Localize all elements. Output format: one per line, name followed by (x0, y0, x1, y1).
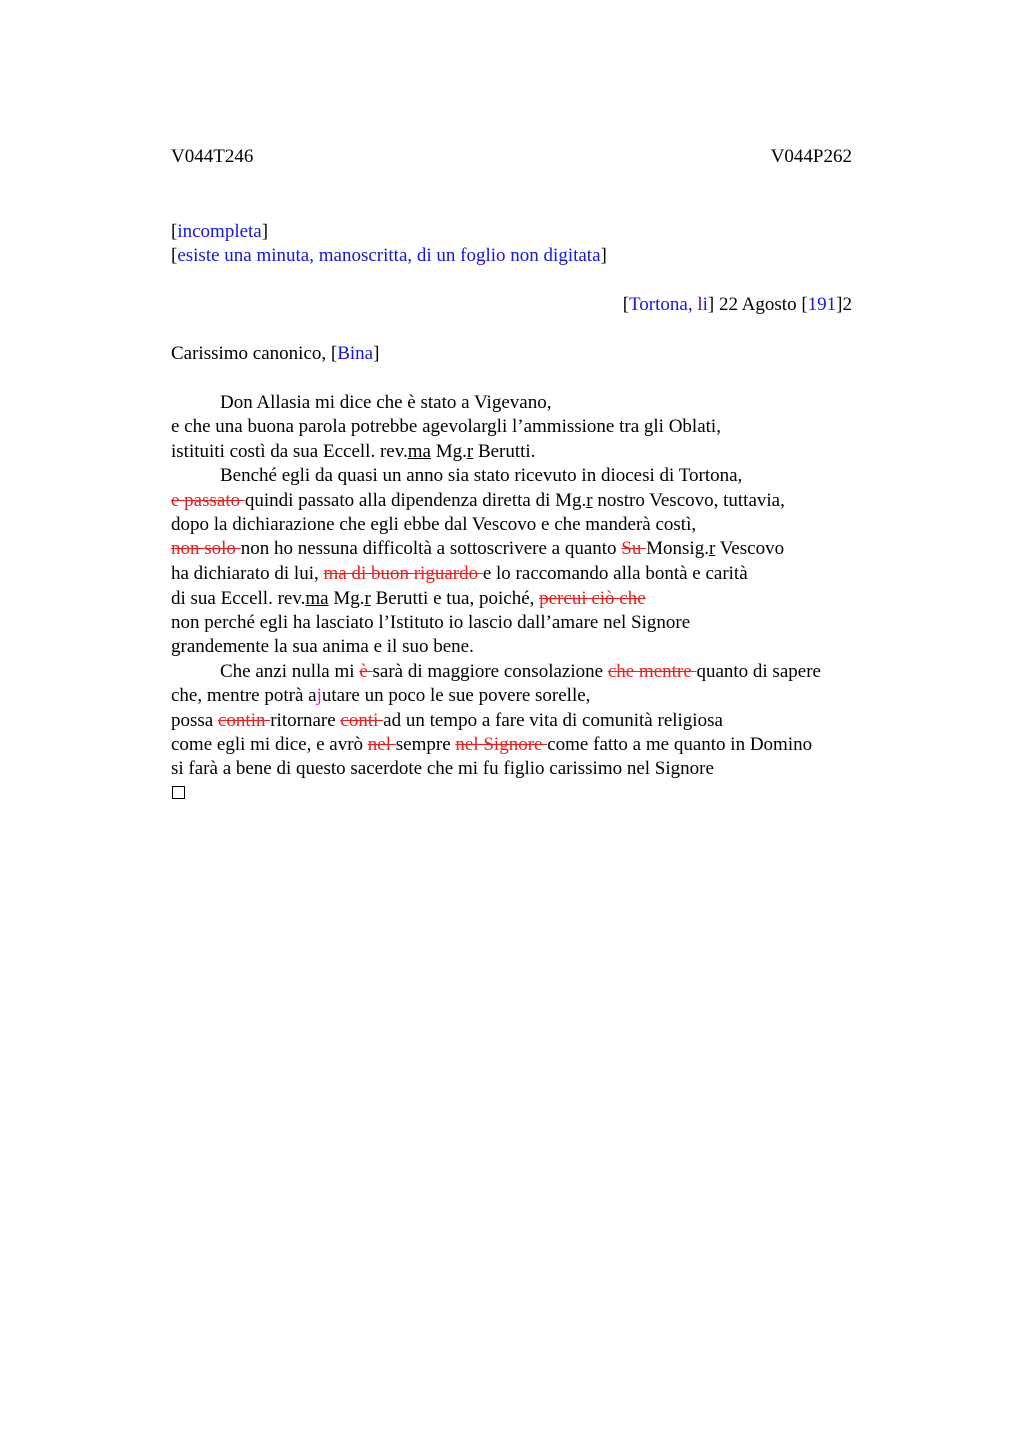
body-line (171, 733, 812, 757)
deleted-text: che mentre (607, 661, 697, 682)
text-segment: ha dichiarato di lui, (171, 563, 324, 584)
text-segment: ad un tempo a fare vita di comunità religiosa (383, 710, 723, 731)
body-line (171, 489, 785, 513)
text-segment: e lo raccomando alla bontà e carità (482, 563, 748, 584)
end-marker-square-icon (172, 786, 185, 799)
text-segment: utare un poco le sue povere sorelle, (321, 685, 591, 706)
dateline-year-end: 2 (842, 294, 852, 315)
text-segment: possa (171, 710, 218, 731)
text-segment: Berutti e tua, poiché, (370, 588, 540, 609)
body-line (171, 587, 646, 611)
body-line (171, 440, 535, 464)
body-line: e che una buona parola potrebbe agevolargli l’ammissione tra gli Oblati, (171, 416, 721, 437)
dateline-place: Tortona, li (629, 294, 708, 315)
text-segment: di sua Eccell. rev. (171, 588, 306, 609)
superscript-abbrev: r (708, 538, 716, 559)
text-segment: come fatto a me quanto in Domino (547, 734, 813, 755)
note-draft-text: esiste una minuta, manoscritta, di un foglio non digitata (177, 245, 601, 266)
text-segment: Monsig. (646, 538, 709, 559)
text-segment: sarà di maggiore consolazione (372, 661, 608, 682)
deleted-text: non solo (171, 538, 241, 559)
salutation: Carissimo canonico, [Bina] (171, 343, 380, 364)
dateline-year-part: 191 (807, 294, 837, 315)
note-draft: [esiste una minuta, manoscritta, di un foglio non digitata] (171, 245, 607, 266)
superscript-abbrev: ma (305, 588, 329, 609)
body-line (220, 660, 821, 684)
salutation-text: Carissimo canonico, (171, 343, 331, 364)
deleted-text: conti (340, 710, 384, 731)
text-segment: che, mentre potrà a (171, 685, 317, 706)
text-segment: sempre (395, 734, 456, 755)
superscript-abbrev: ma (407, 441, 431, 462)
dateline-date: 22 Agosto (714, 294, 802, 315)
text-segment: Che anzi nulla mi (220, 661, 360, 682)
text-segment: Berutti. (473, 441, 536, 462)
dateline: [Tortona, li] 22 Agosto [191]2 (622, 294, 852, 315)
text-segment: Mg. (328, 588, 365, 609)
body-line: Don Allasia mi dice che è stato a Vigevano, (220, 392, 552, 413)
document-code-left: V044T246 (171, 146, 254, 167)
deleted-text: e passato (171, 490, 245, 511)
text-segment: quindi passato alla dipendenza diretta di Mg. (244, 490, 587, 511)
deleted-text: nel Signore (455, 734, 548, 755)
text-segment: istituiti costì da sua Eccell. rev. (171, 441, 408, 462)
body-line (171, 537, 784, 561)
deleted-text: Su (621, 538, 647, 559)
deleted-text: contin (217, 710, 271, 731)
document-code-right: V044P262 (770, 146, 852, 167)
text-segment: quanto di sapere (696, 661, 821, 682)
body-line: dopo la dichiarazione che egli ebbe dal Vescovo e che manderà costì, (171, 514, 697, 535)
deleted-text: ma di buon riguardo (323, 563, 483, 584)
note-incomplete: [incompleta] (171, 221, 269, 242)
superscript-abbrev: r (466, 441, 474, 462)
body-line: Benché egli da quasi un anno sia stato ricevuto in diocesi di Tortona, (220, 465, 743, 486)
deleted-text: percui ciò che (539, 588, 646, 609)
text-segment: nostro Vescovo, tuttavia, (592, 490, 785, 511)
text-segment: non ho nessuna difficoltà a sottoscrivere a quanto (240, 538, 622, 559)
text-segment: ritornare (270, 710, 341, 731)
corrected-letter: j (316, 685, 322, 706)
body-line (171, 709, 723, 733)
note-incomplete-text: incompleta (177, 221, 262, 242)
salutation-name: Bina (337, 343, 374, 364)
text-segment: come egli mi dice, e avrò (171, 734, 368, 755)
text-segment: Mg. (430, 441, 467, 462)
superscript-abbrev: r (364, 588, 371, 609)
body-line: grandemente la sua anima e il suo bene. (171, 636, 474, 657)
body-line (171, 562, 748, 586)
deleted-text: nel (367, 734, 396, 755)
superscript-abbrev: r (586, 490, 593, 511)
deleted-text: è (359, 661, 373, 682)
body-line: si farà a bene di questo sacerdote che mi fu figlio carissimo nel Signore (171, 758, 714, 779)
body-line: non perché egli ha lasciato l’Istituto io lascio dall’amare nel Signore (171, 612, 691, 633)
body-line (171, 684, 590, 708)
text-segment: Vescovo (715, 538, 785, 559)
